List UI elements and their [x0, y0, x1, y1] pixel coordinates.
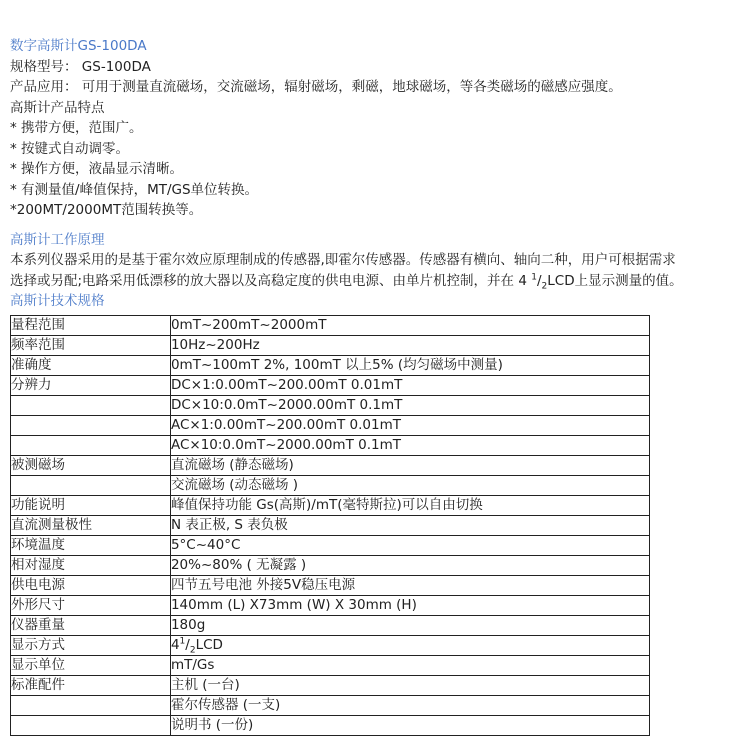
feature-item: *200MT/2000MT范围转换等。	[10, 202, 203, 218]
spec-value: AC×1:0.00mT~200.00mT 0.01mT	[170, 415, 649, 435]
features-heading: 高斯计产品特点	[10, 99, 105, 116]
spec-key	[11, 695, 171, 715]
spec-value: 0mT~200mT~2000mT	[170, 315, 649, 335]
principle-line-1: 本系列仪器采用的是基于霍尔效应原理制成的传感器,即霍尔传感器。传感器有横向、轴向二种，用户可根据需求	[10, 252, 676, 268]
fraction-numerator: 1	[179, 636, 186, 646]
product-title: 数字高斯计GS-100DA	[10, 38, 147, 54]
spec-value: 峰值保持功能 Gs(高斯)/mT(毫特斯拉)可以自由切换	[170, 495, 649, 515]
fraction-denominator: 2	[541, 281, 548, 292]
fraction-slash: /	[536, 272, 542, 289]
display-type: LCD	[195, 636, 223, 653]
spec-value: DC×1:0.00mT~200.00mT 0.01mT	[170, 375, 649, 395]
feature-item: * 操作方便，液晶显示清晰。	[10, 161, 184, 177]
spec-key: 标准配件	[11, 675, 171, 695]
spec-key: 相对湿度	[11, 555, 171, 575]
model-line: 规格型号： GS-100DA	[10, 58, 151, 75]
spec-value: 140mm (L) X73mm (W) X 30mm (H)	[170, 595, 649, 615]
table-row	[11, 675, 650, 695]
spec-key: 频率范围	[11, 335, 171, 355]
spec-key	[11, 715, 171, 735]
spec-value: 10Hz~200Hz	[170, 335, 649, 355]
fraction-numerator: 1	[531, 272, 537, 282]
table-row	[11, 515, 650, 535]
specs-table	[10, 315, 650, 736]
table-row	[11, 535, 650, 555]
spec-value: 0mT~100mT 2%, 100mT 以上5% (均匀磁场中测量)	[170, 355, 649, 375]
spec-value: AC×10:0.0mT~2000.00mT 0.1mT	[170, 435, 649, 455]
principle-line-2	[10, 271, 740, 292]
table-row	[11, 635, 650, 655]
table-row	[11, 475, 650, 495]
principle-line-2-end: LCD上显示测量的值。	[547, 272, 683, 289]
table-row	[11, 575, 650, 595]
spec-key: 准确度	[11, 355, 171, 375]
spec-value: 20%~80% ( 无凝露 )	[170, 555, 649, 575]
table-row	[11, 395, 650, 415]
feature-item: * 按键式自动调零。	[10, 140, 130, 157]
table-row	[11, 355, 650, 375]
table-row	[11, 495, 650, 515]
spec-key: 被测磁场	[11, 455, 171, 475]
application-line: 产品应用： 可用于测量直流磁场，交流磁场，辐射磁场，剩磁，地球磁场，等各类磁场的磁感应强度。	[10, 79, 622, 95]
principle-line-2-text: 选择或另配;电路采用低漂移的放大器以及高稳定度的供电电源、由单片机控制，并在 4	[10, 272, 532, 289]
spec-key: 显示方式	[11, 635, 171, 655]
fraction-denominator: 2	[189, 645, 196, 656]
table-row	[11, 335, 650, 355]
spec-value: 180g	[170, 615, 649, 635]
spec-key	[11, 475, 171, 495]
spec-value: 主机 (一台)	[170, 675, 649, 695]
table-row	[11, 315, 650, 335]
table-row	[11, 455, 650, 475]
specs-heading: 高斯计技术规格	[10, 293, 105, 309]
product-document	[10, 36, 740, 736]
table-row	[11, 555, 650, 575]
spec-value: 5°C~40°C	[170, 535, 649, 555]
spec-value	[170, 635, 649, 655]
fraction-slash: /	[185, 636, 190, 653]
spec-key	[11, 435, 171, 455]
spec-value: 交流磁场 (动态磁场 )	[170, 475, 649, 495]
spec-value: DC×10:0.0mT~2000.00mT 0.1mT	[170, 395, 649, 415]
spec-key: 功能说明	[11, 495, 171, 515]
section-gap	[10, 221, 740, 230]
feature-item: * 有测量值/峰值保持，MT/GS单位转换。	[10, 181, 259, 198]
spec-key: 直流测量极性	[11, 515, 171, 535]
table-row	[11, 595, 650, 615]
spec-value: mT/Gs	[170, 655, 649, 675]
spec-key	[11, 415, 171, 435]
spec-key	[11, 395, 171, 415]
spec-value: 霍尔传感器 (一支)	[170, 695, 649, 715]
spec-key: 分辨力	[11, 375, 171, 395]
spec-key: 外形尺寸	[11, 595, 171, 615]
spec-value: 说明书 (一份)	[170, 715, 649, 735]
table-row	[11, 715, 650, 735]
spec-value: N 表正极, S 表负极	[170, 515, 649, 535]
spec-key: 供电电源	[11, 575, 171, 595]
spec-key: 仪器重量	[11, 615, 171, 635]
table-row	[11, 695, 650, 715]
spec-value: 四节五号电池 外接5V稳压电源	[170, 575, 649, 595]
table-row	[11, 435, 650, 455]
display-digits: 4	[170, 636, 180, 653]
spec-key: 环境温度	[11, 535, 171, 555]
table-row	[11, 615, 650, 635]
table-row	[11, 415, 650, 435]
table-row	[11, 375, 650, 395]
principle-heading: 高斯计工作原理	[10, 231, 105, 248]
feature-item: * 携带方便，范围广。	[10, 120, 143, 136]
spec-value: 直流磁场 (静态磁场)	[170, 455, 649, 475]
table-row	[11, 655, 650, 675]
spec-key: 显示单位	[11, 655, 171, 675]
spec-key: 量程范围	[11, 315, 171, 335]
